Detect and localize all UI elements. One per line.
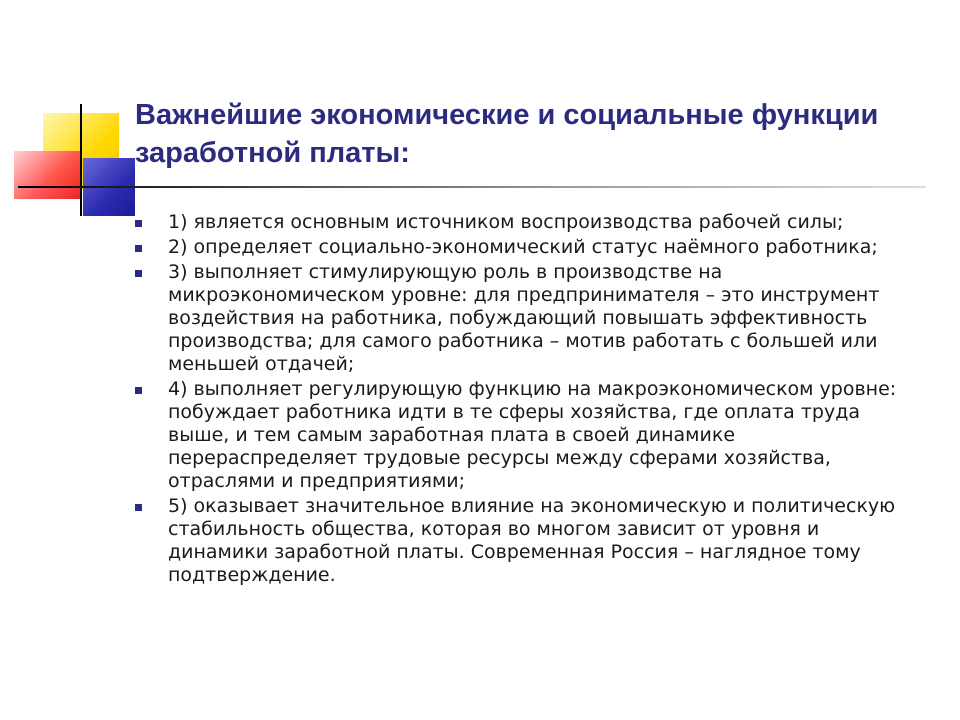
list-item-text: 3) выполняет стимулирующую роль в производстве на микроэкономическом уровне: для предпринимателя – это инструмент воздействия на работника, побуждающий повышать эффективность производства; для самого работника – мотив работать с большей или меньшей отдачей;: [168, 261, 880, 375]
list-item: [130, 261, 920, 376]
square-bullet-icon: [135, 220, 142, 227]
list-item: [130, 211, 920, 234]
decor-vertical-line: [80, 104, 82, 216]
list-item-text: 2) определяет социально-экономический статус наёмного работника;: [168, 236, 878, 258]
square-bullet-icon: [135, 245, 142, 252]
decor-red-square: [14, 151, 82, 199]
square-bullet-icon: [135, 387, 142, 394]
list-item-text: 1) является основным источником воспроизводства рабочей силы;: [168, 211, 844, 233]
square-bullet-icon: [135, 270, 142, 277]
bullet-list: [130, 211, 920, 589]
list-item: [130, 236, 920, 259]
list-item-text: 4) выполняет регулирующую функцию на макроэкономическом уровне: побуждает работника идти в те сферы хозяйства, где оплата труда выше, и тем самым заработная плата в своей динамике перераспределяет трудовые ресурсы между сферами хозяйства, отраслями и предприятиями;: [168, 378, 897, 492]
list-item: [130, 378, 920, 493]
square-bullet-icon: [135, 504, 142, 511]
list-item-text: 5) оказывает значительное влияние на экономическую и политическую стабильность общества, которая во многом зависит от уровня и динамики заработной платы. Современная Россия – наглядное тому подтверждение.: [168, 495, 896, 586]
title-divider-line: [18, 186, 926, 188]
slide-title: Важнейшие экономические и социальные функции заработной платы:: [135, 99, 879, 169]
list-item: [130, 495, 920, 587]
